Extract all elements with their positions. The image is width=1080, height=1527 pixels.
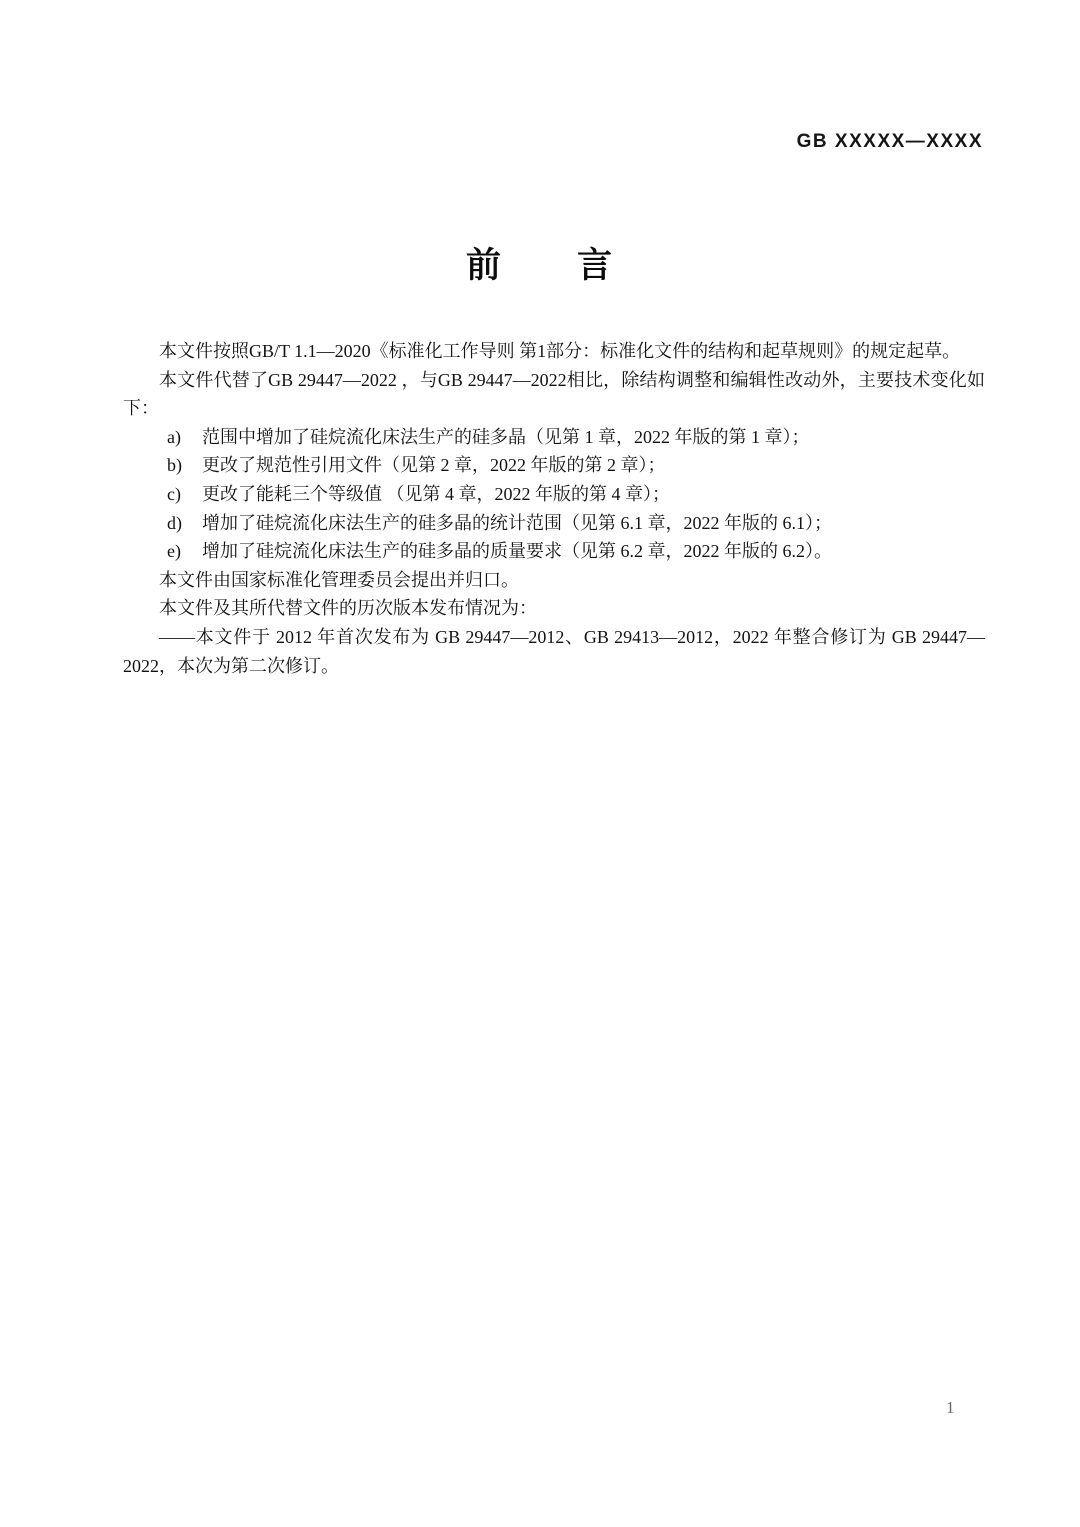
list-item-change-d: [123, 509, 985, 538]
list-item-label: d): [167, 512, 182, 533]
list-item-change-a: [123, 423, 985, 452]
foreword-body: [123, 337, 985, 680]
paragraph-replacement-intro: 本文件代替了GB 29447—2022 ，与GB 29447—2022相比，除结构调整和编辑性改动外，主要技术变化如下：: [123, 369, 985, 419]
page-title: 前 言: [465, 246, 614, 285]
list-item-text: 更改了规范性引用文件（见第 2 章，2022 年版的第 2 章）；: [202, 455, 666, 476]
list-item-text: 增加了硅烷流化床法生产的硅多晶的质量要求（见第 6.2 章，2022 年版的 6.2）。: [202, 541, 832, 562]
paragraph-issuing-body: 本文件由国家标准化管理委员会提出并归口。: [159, 569, 519, 590]
paragraph-version-history: ——本文件于 2012 年首次发布为 GB 29447—2012、GB 29413—2012，2022 年整合修订为 GB 29447—2022，本次为第二次修订。: [123, 626, 985, 676]
list-item-change-c: [123, 480, 985, 509]
list-item-change-e: [123, 537, 985, 566]
list-item-text: 增加了硅烷流化床法生产的硅多晶的统计范围（见第 6.1 章，2022 年版的 6.1）；: [202, 512, 832, 533]
list-item-text: 更改了能耗三个等级值 （见第 4 章，2022 年版的第 4 章）；: [202, 483, 670, 504]
page-number: 1: [946, 1398, 955, 1417]
paragraph-drafting-rules: 本文件按照GB/T 1.1—2020《标准化工作导则 第1部分：标准化文件的结构和起草规则》的规定起草。: [159, 341, 961, 361]
standard-number-header: GB XXXXX—XXXX: [796, 131, 983, 152]
list-item-label: e): [167, 541, 181, 562]
list-item-label: a): [167, 426, 181, 447]
paragraph-history-intro: 本文件及其所代替文件的历次版本发布情况为：: [159, 598, 537, 619]
list-item-label: b): [167, 455, 182, 476]
list-item-text: 范围中增加了硅烷流化床法生产的硅多晶（见第 1 章，2022 年版的第 1 章）；: [202, 426, 810, 447]
list-item-change-b: [123, 451, 985, 480]
list-item-label: c): [167, 483, 181, 504]
